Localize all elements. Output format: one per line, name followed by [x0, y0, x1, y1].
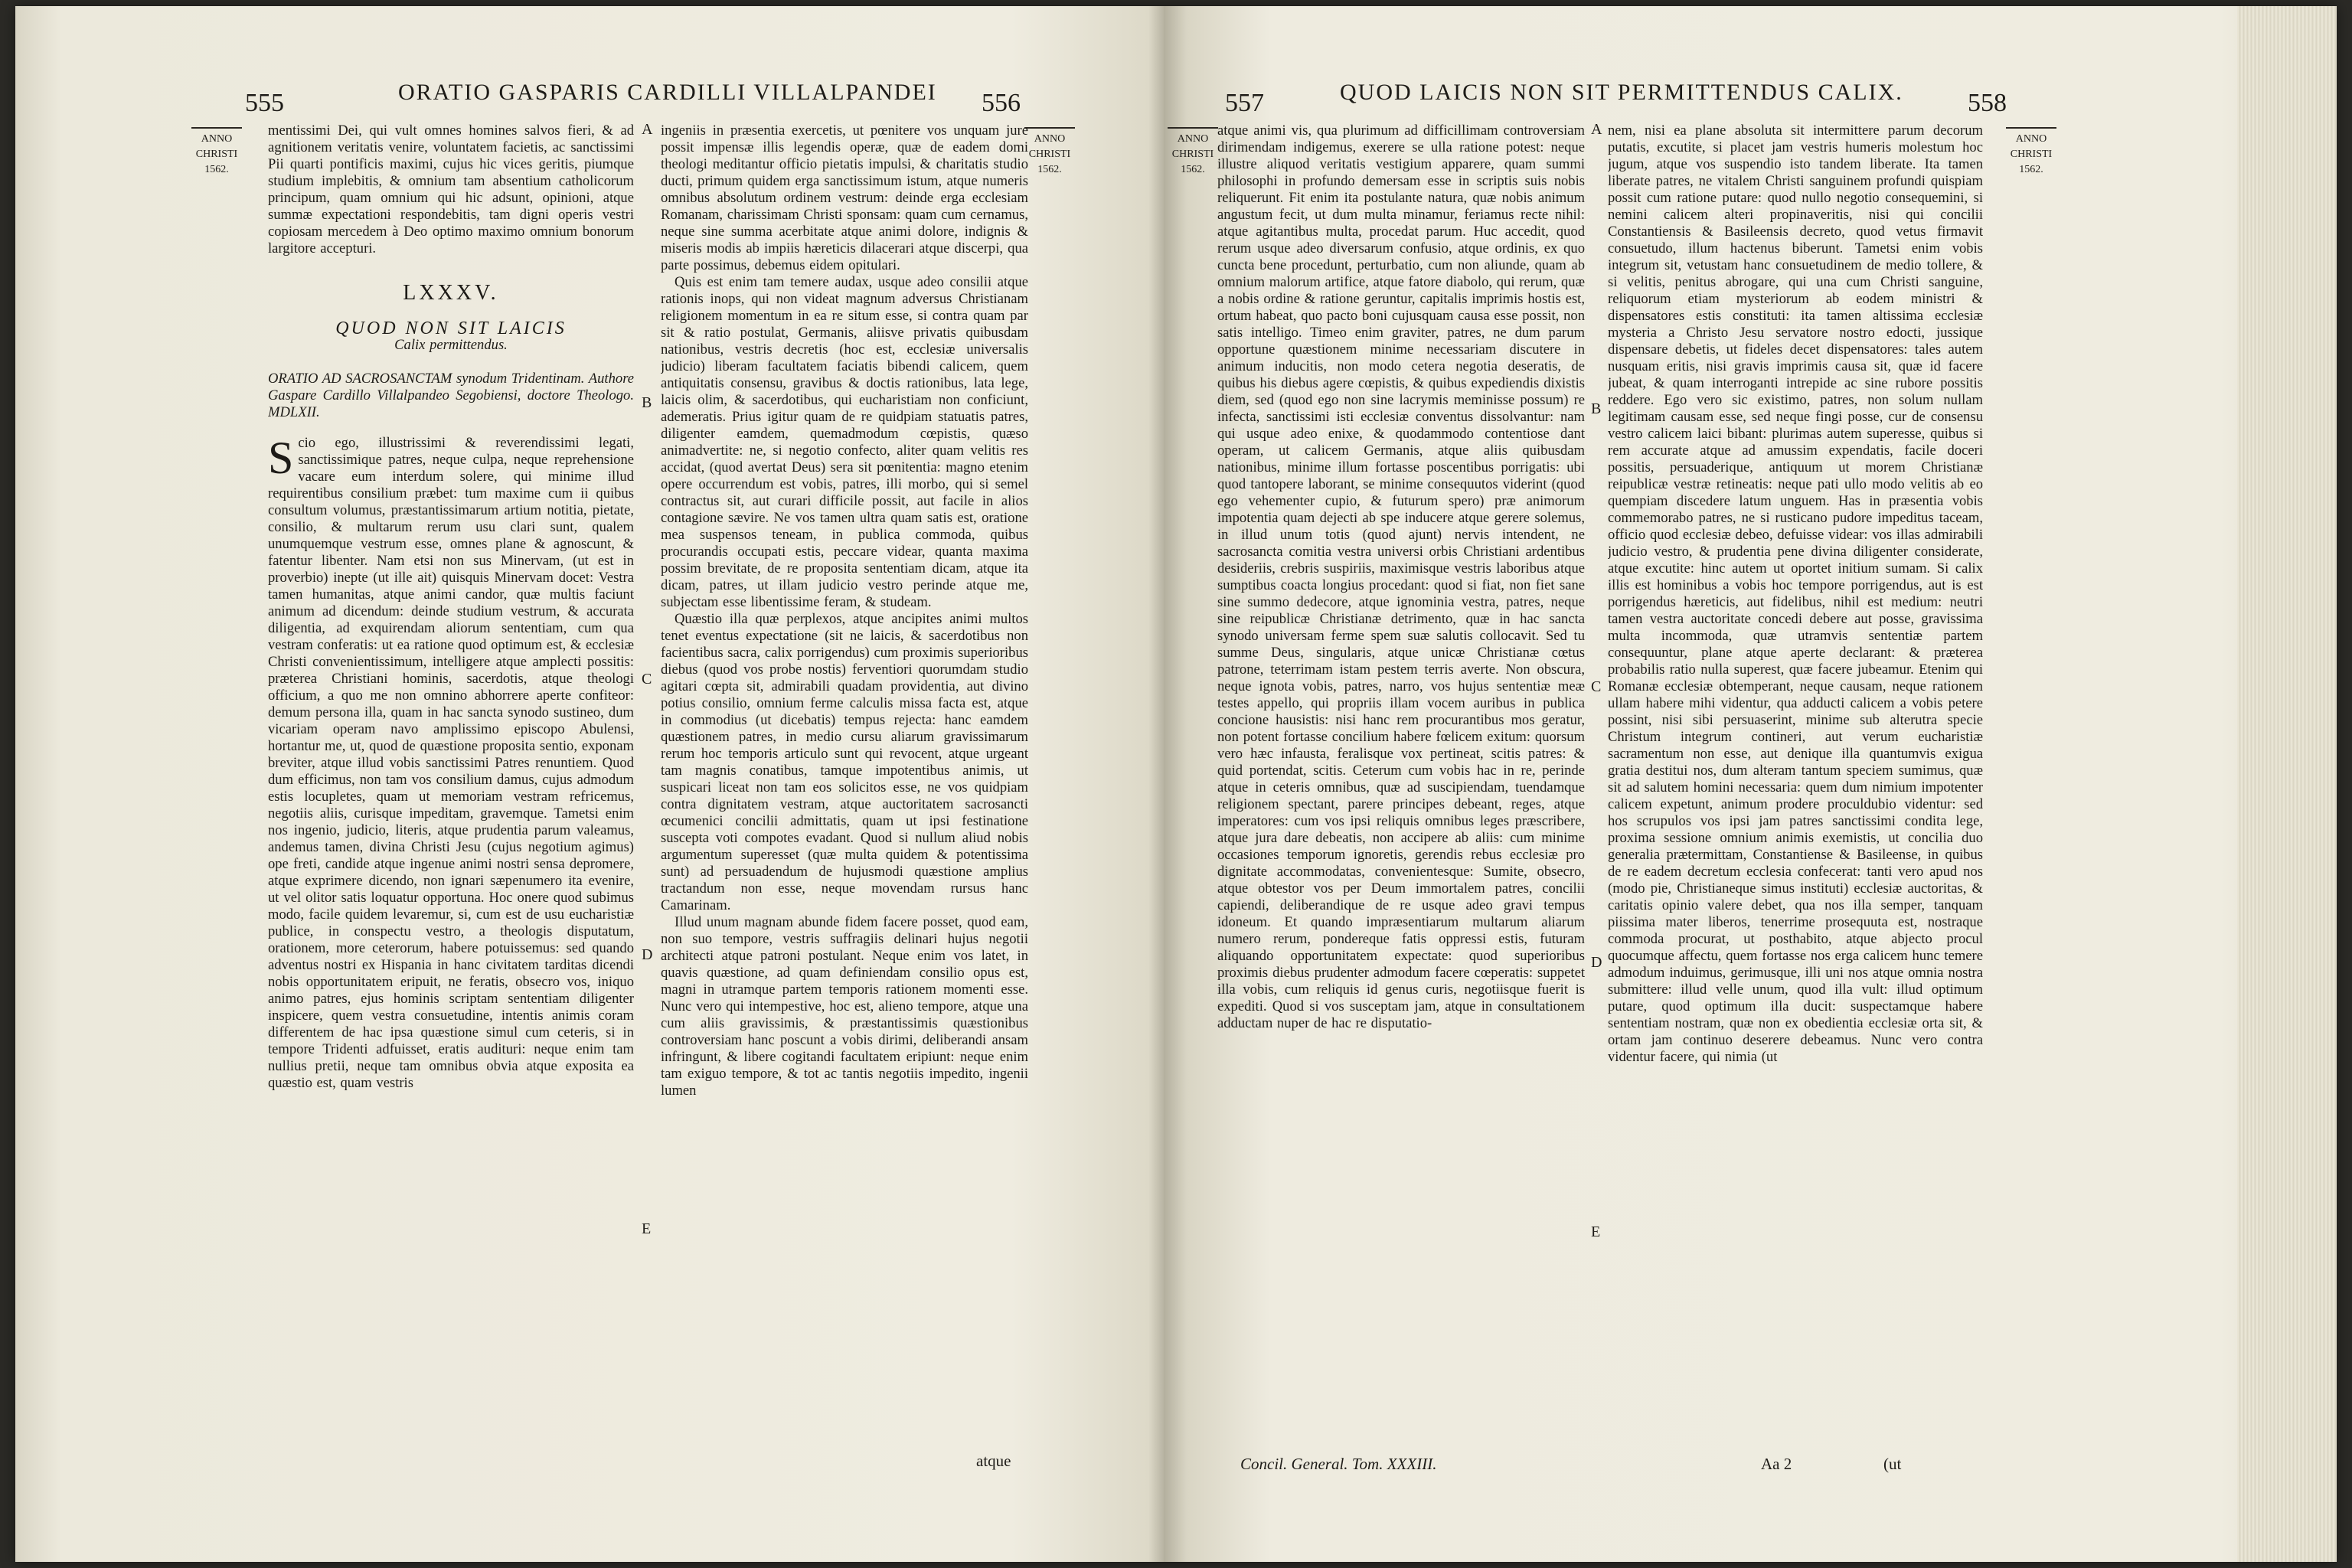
margin-letter: E	[1591, 1223, 1601, 1240]
text-column-2	[661, 122, 1028, 1447]
margin-note-line: ANNO	[1177, 133, 1209, 145]
margin-note-line: ANNO	[1034, 133, 1066, 145]
margin-note-line: ANNO	[2015, 133, 2047, 145]
page-number: 557	[1225, 89, 1264, 117]
margin-letter: C	[1591, 678, 1602, 695]
paragraph-text: cio ego, illustrissimi & reverendissimi legati, sanctissimique patres, neque culpa, neque reprehensione vacare eum interdum solere, qui minime illud requirentibus consilium præbet: tum maxime cum ii quibus consultum volumus, præstantissimarum artium notitia, pietate, consilio, & multarum rerum usu clari sunt, qualem unumquemque vestrum esse, omnes plane & agnoscunt, & fatentur libenter. Nam etsi non sus Minervam, (ut est in proverbio) inepte (ut ille ait) quisquis Minervam docet: Vestra tamen humanitas, atque animi candor, quæ multis faciunt animum ad dicendum: deinde studium vestrum, & accurata diligentia, ad exquirendam aliorum sententiam, cum qua vestram conferatis: ut ea ratione quod optimum est, & ecclesiæ Christi convenientissimum, intelligere atque amplecti possitis: præterea Christiani hominis, sacerdotis, atque theologi officium, a quo me non omnino abhorrere aperte confiteor: demum persona illa, quam in hac sancta synodo sustineo, dum vicariam operam navo amplissimo episcopo Abulensi, hortantur me, ut, quod de quæstione proposita sentio, exponam breviter, atque illud vobis sanctissimi Patres renuntiem. Quod dum efficimus, non tam vos consilium damus, cujus admodum estis locupletes, quam ut memoriam vestram refricemus, negotiis aliis, curisque impeditam, gravemque. Tametsi enim nos ingenio, judicio, literis, atque prudentia parum valeamus, andemus tamen, divina Christi Jesu (cujus negotium agimus) ope freti, candide atque ingenue animi nostri sensa depromere, atque exprimere dicendo, non ignari sæpenumero ita evenire, ut vel olitor satis loquatur opportuna. Hoc onere quod subimus modo, facile quidem levaremur, si, cum est de usu eucharistiæ publice, in conspectu vestro, a theologis disputatum, orationem, more ceterorum, habere potuissemus: sed quando adventus nostri ex Hispania in hanc civitatem tarditas dicendi nobis opportunitatem eripuit, ne feratis, obsecro vos, iniquo animo patres, ejus hominis scriptam sententiam diligenter inspicere, quem vestra consuetudine, intentis animis coram differentem de hac ipsa quæstione simul cum ceteris, si in tempore Tridenti adfuisset, eratis audituri: neque enim tam nullius pretii, neque tam omnibus obvia atque exposita ea quæstio est, quam vestris	[268, 435, 634, 1091]
paragraph	[268, 435, 634, 1092]
section-title-line2: Calix permittendus.	[394, 337, 508, 353]
section-number: LXXXV.	[403, 281, 499, 305]
running-head: QUOD LAICIS NON SIT PERMITTENDUS CALIX.	[1340, 80, 1903, 105]
page-number: 558	[1968, 89, 2007, 117]
oration-subtitle: ORATIO AD SACROSANCTAM synodum Tridentinam. Authore Gaspare Cardillo Villalpandeo Segobiensi, doctore Theologo. MDLXII.	[268, 371, 634, 420]
margin-letter: D	[642, 946, 653, 963]
page-number: 555	[245, 89, 284, 117]
text-column-2	[1608, 122, 1983, 1447]
paragraph: nem, nisi ea plane absoluta sit intermittere parum decorum putatis, excutite, si placet jam vestris humeris molestum hoc jugum, atque vos suspendio isto tandem liberate. Ita tamen liberate patres, ne vitalem Christi sanguinem profundi quispiam possit cum ratione putare: quod nullo negotio consequemini, si nemini calicem alteri propinaveritis, nisi qui concilii Constantiensis & Basileensis decreto, quod vetus firmavit consuetudo, illum hactenus biberunt. Tametsi enim vobis integrum sit, vetustam hanc consuetudinem de medio tollere, & si velitis, penitus abrogare, qui una cum Christi sanguine, reliquorum etiam mysteriorum ab eodem ministri & dispensatores estis constituti: ita tamen altissima ecclesiæ mysteria a Christo Jesu servatore nostro edocti, jussique dispensare debetis, ut fideles decet dispensatores: tales autem nusquam eritis, nisi gravis imprimis causa sit, quæ id facere jubeat, & quam interroganti intrepide ac sine rubore possitis reddere. Ego vero sic existimo, patres, non solum nullam legitimam causam esse, sed neque fingi posse, cur de consensu vestro calicem laici bibant: plurimas autem superesse, quibus si rem accurate atque ad amussim expendatis, facile doceri possitis, persuaderique, antiquum ut morem Christianæ reipublicæ vestræ retineatis: neque pati ullo modo velitis ab eo quempiam discedere latum unguem. Has in præsentia vobis commemorabo patres, ne si rusticano pudore impeditus taceam, officio quod ecclesiæ debeo, defuisse videar: vos illas admirabili judicio vestro, & prudentia pene divina diligenter considerate, atque excutite: hinc autem ut oportet initium sumam. Si calix illis est hominibus a vobis hoc tempore porrigendus, aut is est porrigendus hæreticis, aut fidelibus, nihil est medium: neutri tamen vestra auctoritate concedi debere aut posse, gravissima multa incommoda, quæ utramvis sententiæ partem consequuntur, plane atque aperte declarant: & præterea probabilis ratio nulla superest, quæ facere jubeamur. Etenim qui Romanæ ecclesiæ obtemperant, neque causam, neque rationem ullam habere mihi videntur, qua adducti calicem a vobis petere possint, nisi sibi persuaserint, minime sub alterutra specie Christum integrum contineri, aut verum eucharistiæ sacramentum non esse, aut denique illa quantumvis exigua gratia destitui nos, dum alteram tantum speciem sumimus, quæ sit ad salutem homini necessaria: quem dum nimium impotenter calicem expetunt, animum prodere proculdubio videntur: sed hos scrupulos vos ipsi jam patres sanctissimi condita lege, proxima sessione omnium animis exemistis, ut concilia duo generalia prætermittam, Constantiense & Basileense, in quibus de re eadem decretum ecclesia confecerat: tanti vero apud nos (modo pie, Christianeque simus instituti) ecclesiæ auctoritas, & caritatis opinio valere debet, qua nos illa semper, tanquam piissima mater liberos, tenerrime prosequuta est, nostraque commoda procurat, ut posthabito, atque abjecto procul quocumque affectu, quem fortasse nos erga calicem hunc temere admodum induimus, gerimusque, illi uni nos atque omnia nostra submittere: illud velle unum, quod illa vult: illud optimum putare, quod optimum illa ducit: suspectamque habere sententiam nostram, quæ non ex obedientia ecclesiæ orta sit, & ortam jam continuo deserere debeamus. Nunc vero contra videntur facere, qui nimia (ut	[1608, 122, 1983, 1065]
margin-letter: B	[1591, 400, 1602, 417]
text-column-1	[268, 122, 634, 1348]
margin-letter: B	[642, 394, 652, 411]
margin-note-line: ANNO	[201, 133, 233, 145]
paragraph: mentissimi Dei, qui vult omnes homines salvos fieri, & ad agnitionem veritatis venire, voluntatem facietis, ac sanctissimi Pii quarti pontificis maximi, cujus hic vices geritis, piumque studium implebitis, & omnium tam absentium catholicorum principum, quam omnium qui hic adsunt, opinioni, atque summæ expectationi respondebitis, tam digni operis vestri copiosam mercedem à Deo optimo maximo omnium bonorum largitore accepturi.	[268, 122, 634, 256]
paragraph: Quis est enim tam temere audax, usque adeo consilii atque rationis inops, qui non videat magnum adversus Christianam religionem momentum in ea re situm esse, si contra quam par sit & ratio postulat, Germanis, aliisve privatis quibusdam nationibus, vestris decretis (hoc est, ecclesiæ universalis judicio) liberam facultatem faciatis bibendi calicem, quem antiquitatis consensu, gravibus & doctis rationibus, lata lege, laicis olim, & sacerdotibus, qui eucharistiam non conficiunt, ademeratis. Prius igitur quam de re quidpiam statuatis patres, diligenter eamdem, quemadmodum cœpistis, quæso animadvertite: ne, si negotio confecto, aliter quam velitis res accidat, (quod avertat Deus) sera sit pœnitentia: magno etenim opere occurrendum est vobis, patres, illi morbo, qui si semel contractus sit, aut curari difficile possit, aut facile in alios contagione sævire. Ne vos tamen ultra quam satis est, oratione mea suspensos teneam, in publica commoda, quibus procurandis occupati estis, peccare videar, quanta maxima possim brevitate, de re proposita sententiam dicam, atque ita dicam, patres, ut illam judicio vestro perinde atque me, subjectam esse libentissime feram, & studeam.	[661, 274, 1028, 610]
catchword: (ut	[1883, 1455, 1902, 1473]
paragraph: ingeniis in præsentia exercetis, ut pœnitere vos unquam jure possit impensæ illis legendis operæ, quæ de eadem domi theologi meditantur officio pietatis impulsi, & charitatis studio ducti, primum quidem erga sanctissimum istum, atque numeris omnibus absolutum ordinem vestrum: deinde erga ecclesiam Romanam, charissimam Christi sponsam: quam cum cernamus, neque sine summa acerbitate atque animi dolore, indignis & miseris modis ab impiis hæreticis dilacerari atque discerpi, qua parte possimus, debemus eidem opitulari.	[661, 122, 1028, 273]
paragraph: Illud unum magnam abunde fidem facere posset, quod eam, non suo tempore, vestris suffragiis delinari hujus negotii architecti atque patroni postulant. Neque enim vos latet, in quavis quæstione, ad quam definiendam consilio opus est, magni in utramque partem temporis rationem momenti esse. Nunc vero qui intempestive, hoc est, alieno tempore, atque una cum aliis gravissimis, & præstantissimis quæstionibus controversiam hanc poscunt a vobis dirimi, deliberandi ansam infringunt, & libere cogitandi facultatem eripiunt: neque enim tam exiguo tempore, & tot ac tantis negotiis impedito, ingenii lumen	[661, 914, 1028, 1099]
margin-note-line: CHRISTI	[195, 149, 238, 160]
drop-cap: S	[268, 433, 294, 483]
margin-letter: C	[642, 671, 652, 688]
margin-letter: A	[642, 121, 653, 138]
running-head: ORATIO GASPARIS CARDILLI VILLALPANDEI	[398, 80, 937, 105]
text-column-1	[1217, 122, 1585, 1447]
page-edges	[2237, 6, 2337, 1562]
paragraph: Quæstio illa quæ perplexos, atque ancipites animi multos tenet eventus expectatione (sit ne laicis, & sacerdotibus non facientibus sacra, calix porrigendus) cum proximis superioribus diebus (quod vos probe nostis) ferventiori quorumdam studio agitari cœpta sit, admirabili quadam providentia, aut divino potius consilio, omnium ferme calculis missa facta est, atque in commodius (ut dicebatis) tempus rejecta: hanc eamdem quæstionem patres, in medio cursu aliarum gravissimarum rerum hoc temporis articulo sunt qui revocent, atque urgeant tam magnis conatibus, tamque impotentibus animis, ut suspicari liceat non tam eos solicitos esse, ne vos quidpiam contra dignitatem vestram, atque auctoritatem sacrosancti œcumenici concilii admittatis, quam ut ipsi festinatione suscepta voti compotes evadant. Quod si nullum aliud nobis argumentum superesset (quæ multa quidem & potentissima sunt) ad persuadendum de hujusmodi quæstione amplius tractandum non esse, neque movendam rursus hanc Camarinam.	[661, 611, 1028, 913]
catchword: atque	[976, 1452, 1011, 1470]
page-number: 556	[982, 89, 1021, 117]
footer-source: Concil. General. Tom. XXXIII.	[1240, 1455, 1437, 1473]
margin-letter: E	[642, 1220, 652, 1237]
margin-letter: A	[1591, 121, 1602, 138]
margin-note-line: CHRISTI	[1028, 149, 1071, 160]
margin-note-year	[191, 127, 242, 178]
right-page	[1164, 6, 2337, 1562]
margin-note-line: CHRISTI	[1171, 149, 1214, 160]
margin-note-year	[1024, 127, 1075, 178]
margin-note-year	[2006, 127, 2056, 178]
margin-note-line: 1562.	[1181, 164, 1205, 175]
margin-letter: D	[1591, 954, 1602, 971]
margin-note-line: 1562.	[1037, 164, 1062, 175]
paragraph: atque animi vis, qua plurimum ad difficillimam controversiam dirimendam indigemus, exerere se ulla ratione potest: neque illustre aliquod veritatis vestigium apparere, quam summi philosophi in profundo demersam esse in scriptis suis nobis reliquerunt. Fit enim ita postulante natura, quæ nobis animum angustum fecit, ut dum multa minamur, feriamus recte nihil: atque agitantibus multa, procedat parum. Huc accedit, quod rerum usque adeo diversarum confusio, atque ordinis, ex quo cuncta bene procedunt, perturbatio, cum non aliunde, quam ab omnium malorum artifice, atque fatore diabolo, qui rerum, quæ a nobis ordine & ratione geruntur, capitalis imprimis hostis est, ortum habeat, quo pacto boni cujusquam causa esse possit, non satis intelligo. Timeo enim graviter, patres, ne dum parum opportune quæstionem minime necessariam discutere in animum inducitis, non modo cetera negotia deseratis, de quibus his diebus agere cœpistis, & quibus expediendis dixistis diem, sed (quod ego non sine lacrymis meminisse possum) re infecta, sanctissimi isti ecclesiæ conventus dissolvantur: nam qui usque adeo enixe, & quodammodo contentiose dant operam, ut calicem Germanis, atque aliis quibusdam nationibus, minime illum fortasse poscentibus porrigatis: ubi quod tantopere laborant, se minime consequutos viderint (quod ego vehementer cupio, & futurum spero) præ animorum impotentia quam dejecti ab spe inducere atque gerere solemus, in illud unum totis (quod ajunt) nervis intendent, ne sacrosancta comitia vestra universi orbis Christiani ardentibus desideriis, crebris suspiriis, maximisque vestris laboribus atque sumptibus coacta longius procedant: quod si fiat, non fiet sane sine summo dedecore, atque ignominia vestra, patres, neque sine reipublicæ Christianæ detrimento, quæ in hac sancta synodo universam ferme spem suæ salutis collocavit. Sed tu summe Deus, singularis, atque unicæ Christianæ cœtus patrone, teterrimam istam pestem terris averte. Non obscura, neque ignota vobis, patres, narro, vos hujus sententiæ meæ testes appello, qui propriis illam vocem auribus in publica concione hausistis: nisi hanc rem procurantibus mos geratur, non potent fortasse concilium habere fœlicem exitum: quorsum vero hæc infausta, feralisque vox pertineat, scitis patres: & quid portendat, scitis. Ceterum cum vobis hac in re, perinde atque in ceteris omnibus, quæ ad suscipiendam, tuendamque religionem spectant, parere principes debeant, reges, atque imperatores: cum vos ipsi reliquis omnibus leges præscribere, atque jura dare debeatis, non accipere ab aliis: cum minime occasiones temporum ignoretis, gerendis rebus ecclesiæ pro dignitate accommodatas, convenientesque: Sumite, obsecro, atque obtestor vos per Deum immortalem patres, concilii capiendi, deliberandique de re usque adeo gravi tempus idoneum. Et quando impræsentiarum multarum aliarum numero rerum, pondereque fatis oppressi estis, futuram aliquando opportunitatem expectate: quod superioribus proximis diebus prudenter admodum facere cœperatis: suppetet illa vobis, cum reliquis id genus curis, negotiisque fuerit is expediti. Quod si vos susceptam jam, atque in consultationem adductam nuper de hac re disputatio-	[1217, 122, 1585, 1031]
margin-note-line: CHRISTI	[2010, 149, 2053, 160]
book-spread	[15, 6, 2337, 1562]
left-page	[15, 6, 1164, 1562]
margin-note-year	[1168, 127, 1218, 178]
signature-mark: Aa 2	[1761, 1455, 1792, 1473]
margin-note-line: 1562.	[2019, 164, 2043, 175]
margin-note-line: 1562.	[204, 164, 229, 175]
section-title: QUOD NON SIT LAICIS	[335, 318, 567, 338]
